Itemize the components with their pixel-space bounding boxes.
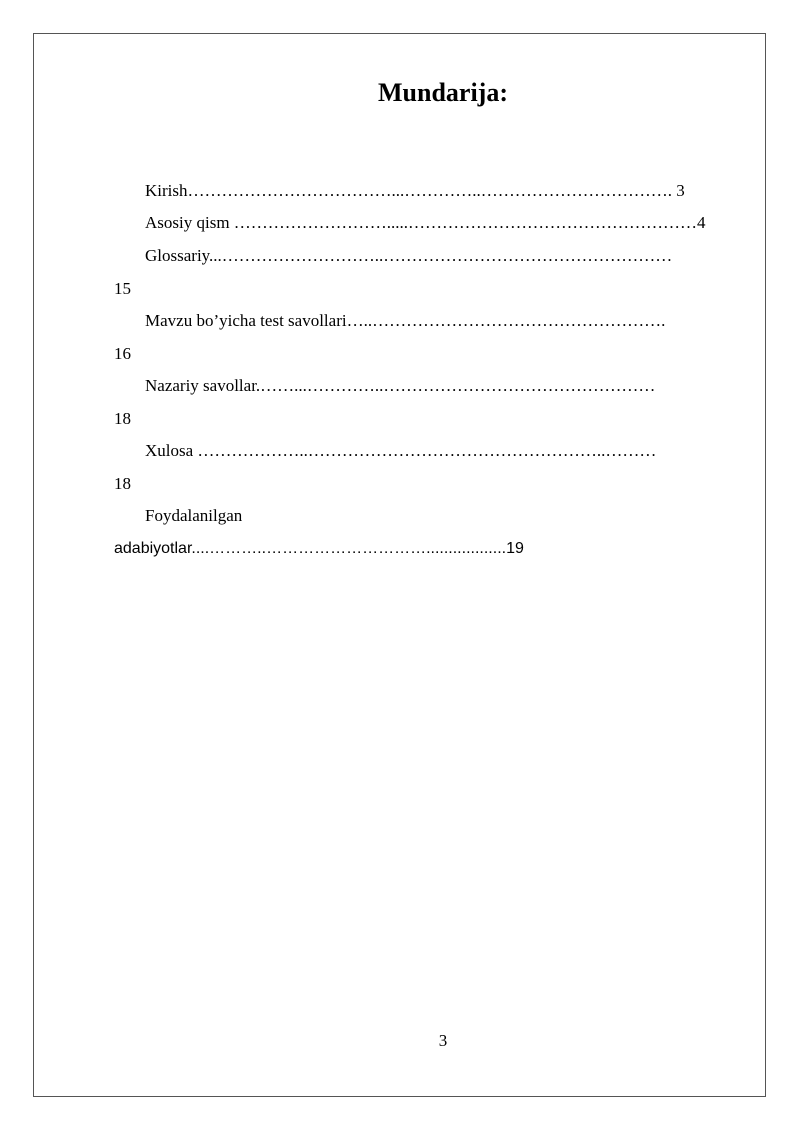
toc-page-mavzu-test: 16 — [114, 344, 131, 363]
toc-entry-kirish: Kirish………………………………...…………..……………………………. 3 — [145, 181, 685, 200]
toc-entry-asosiy-qism: Asosiy qism ……………………….....……………………………………………4 — [145, 213, 706, 232]
toc-entry-foydalanilgan: Foydalanilgan — [145, 506, 243, 525]
toc-entry-adabiyotlar: adabiyotlar....………..…………………………..................19 — [114, 540, 524, 557]
page-title: Mundarija: — [378, 78, 508, 107]
toc-entry-glossariy: Glossariy...………………………..…………………………………………… — [145, 246, 673, 265]
toc-page-xulosa: 18 — [114, 474, 131, 493]
toc-page-glossariy: 15 — [114, 279, 131, 298]
toc-entry-xulosa: Xulosa ………………..……………………………………………..……… — [145, 441, 657, 460]
toc-entry-mavzu-test: Mavzu bo’yicha test savollari…..……………………………………………. — [145, 311, 666, 330]
page-number: 3 — [438, 1031, 448, 1050]
toc-page-nazariy: 18 — [114, 409, 131, 428]
toc-entry-nazariy: Nazariy savollar.……...…………..………………………………………… — [145, 376, 656, 395]
